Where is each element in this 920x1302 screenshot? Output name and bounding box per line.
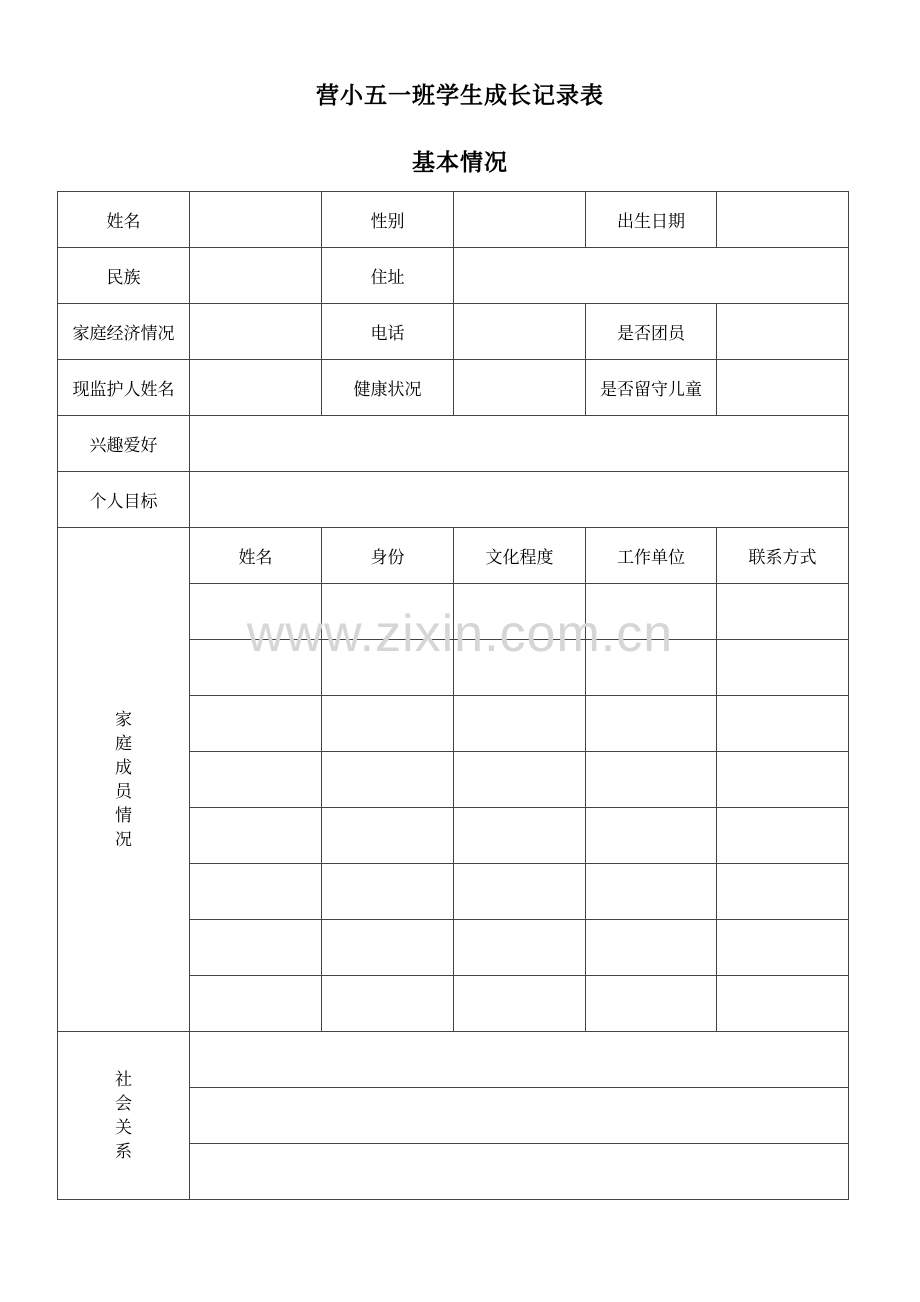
birthdate-field[interactable] bbox=[717, 192, 849, 248]
family-cell[interactable] bbox=[190, 696, 322, 752]
table-row bbox=[58, 248, 849, 304]
family-header-contact: 联系方式 bbox=[717, 528, 849, 584]
family-cell[interactable] bbox=[454, 864, 586, 920]
hobbies-field[interactable] bbox=[190, 416, 849, 472]
social-section-label bbox=[58, 1032, 190, 1200]
family-cell[interactable] bbox=[717, 808, 849, 864]
family-header-name: 姓名 bbox=[190, 528, 322, 584]
personal-goal-label: 个人目标 bbox=[58, 472, 190, 528]
family-cell[interactable] bbox=[717, 584, 849, 640]
family-cell[interactable] bbox=[717, 696, 849, 752]
document-title: 营小五一班学生成长记录表 bbox=[316, 83, 604, 109]
personal-goal-field[interactable] bbox=[190, 472, 849, 528]
section-title: 基本情况 bbox=[412, 150, 508, 176]
phone-field[interactable] bbox=[454, 304, 586, 360]
birthdate-label: 出生日期 bbox=[586, 192, 717, 248]
name-field[interactable] bbox=[190, 192, 322, 248]
family-cell[interactable] bbox=[586, 696, 717, 752]
address-label: 住址 bbox=[322, 248, 454, 304]
family-header-identity: 身份 bbox=[322, 528, 454, 584]
family-cell[interactable] bbox=[454, 696, 586, 752]
name-label: 姓名 bbox=[58, 192, 190, 248]
family-cell[interactable] bbox=[454, 976, 586, 1032]
family-cell[interactable] bbox=[717, 864, 849, 920]
family-cell[interactable] bbox=[586, 808, 717, 864]
health-field[interactable] bbox=[454, 360, 586, 416]
table-row bbox=[58, 360, 849, 416]
family-header-row bbox=[58, 528, 849, 584]
family-cell[interactable] bbox=[586, 752, 717, 808]
family-cell[interactable] bbox=[190, 752, 322, 808]
family-cell[interactable] bbox=[586, 864, 717, 920]
family-cell[interactable] bbox=[717, 640, 849, 696]
family-cell[interactable] bbox=[717, 752, 849, 808]
social-relation-field[interactable] bbox=[190, 1088, 849, 1144]
social-relation-field[interactable] bbox=[190, 1144, 849, 1200]
family-cell[interactable] bbox=[322, 920, 454, 976]
family-header-education: 文化程度 bbox=[454, 528, 586, 584]
gender-field[interactable] bbox=[454, 192, 586, 248]
family-cell[interactable] bbox=[586, 584, 717, 640]
league-member-label: 是否团员 bbox=[586, 304, 717, 360]
family-cell[interactable] bbox=[322, 752, 454, 808]
social-relation-field[interactable] bbox=[190, 1032, 849, 1088]
table-row bbox=[58, 472, 849, 528]
family-cell[interactable] bbox=[322, 640, 454, 696]
family-cell[interactable] bbox=[717, 920, 849, 976]
family-cell[interactable] bbox=[454, 640, 586, 696]
family-cell[interactable] bbox=[454, 808, 586, 864]
family-section-label-text: 家庭成员情况 bbox=[114, 709, 132, 850]
family-cell[interactable] bbox=[586, 920, 717, 976]
family-cell[interactable] bbox=[322, 584, 454, 640]
table-row bbox=[58, 416, 849, 472]
family-cell[interactable] bbox=[190, 640, 322, 696]
league-member-field[interactable] bbox=[717, 304, 849, 360]
health-label: 健康状况 bbox=[322, 360, 454, 416]
family-cell[interactable] bbox=[322, 864, 454, 920]
family-cell[interactable] bbox=[717, 976, 849, 1032]
family-cell[interactable] bbox=[454, 920, 586, 976]
social-section-label-text: 社会关系 bbox=[114, 1069, 132, 1162]
family-cell[interactable] bbox=[322, 696, 454, 752]
guardian-name-field[interactable] bbox=[190, 360, 322, 416]
family-economy-label: 家庭经济情况 bbox=[58, 304, 190, 360]
family-section-label bbox=[58, 528, 190, 1032]
table-row bbox=[58, 304, 849, 360]
hobbies-label: 兴趣爱好 bbox=[58, 416, 190, 472]
family-cell[interactable] bbox=[190, 584, 322, 640]
family-cell[interactable] bbox=[190, 920, 322, 976]
left-behind-field[interactable] bbox=[717, 360, 849, 416]
family-header-workplace: 工作单位 bbox=[586, 528, 717, 584]
watermark: www.zixin.com.cn bbox=[246, 605, 674, 663]
social-row bbox=[58, 1032, 849, 1088]
family-cell[interactable] bbox=[454, 752, 586, 808]
address-field[interactable] bbox=[454, 248, 849, 304]
family-cell[interactable] bbox=[586, 640, 717, 696]
phone-label: 电话 bbox=[322, 304, 454, 360]
gender-label: 性别 bbox=[322, 192, 454, 248]
family-cell[interactable] bbox=[322, 976, 454, 1032]
family-cell[interactable] bbox=[322, 808, 454, 864]
family-cell[interactable] bbox=[586, 976, 717, 1032]
table-row bbox=[58, 192, 849, 248]
family-cell[interactable] bbox=[454, 584, 586, 640]
guardian-name-label: 现监护人姓名 bbox=[58, 360, 190, 416]
family-cell[interactable] bbox=[190, 808, 322, 864]
student-record-table bbox=[57, 191, 849, 1200]
ethnicity-field[interactable] bbox=[190, 248, 322, 304]
family-cell[interactable] bbox=[190, 976, 322, 1032]
family-cell[interactable] bbox=[190, 864, 322, 920]
ethnicity-label: 民族 bbox=[58, 248, 190, 304]
left-behind-label: 是否留守儿童 bbox=[586, 360, 717, 416]
family-economy-field[interactable] bbox=[190, 304, 322, 360]
